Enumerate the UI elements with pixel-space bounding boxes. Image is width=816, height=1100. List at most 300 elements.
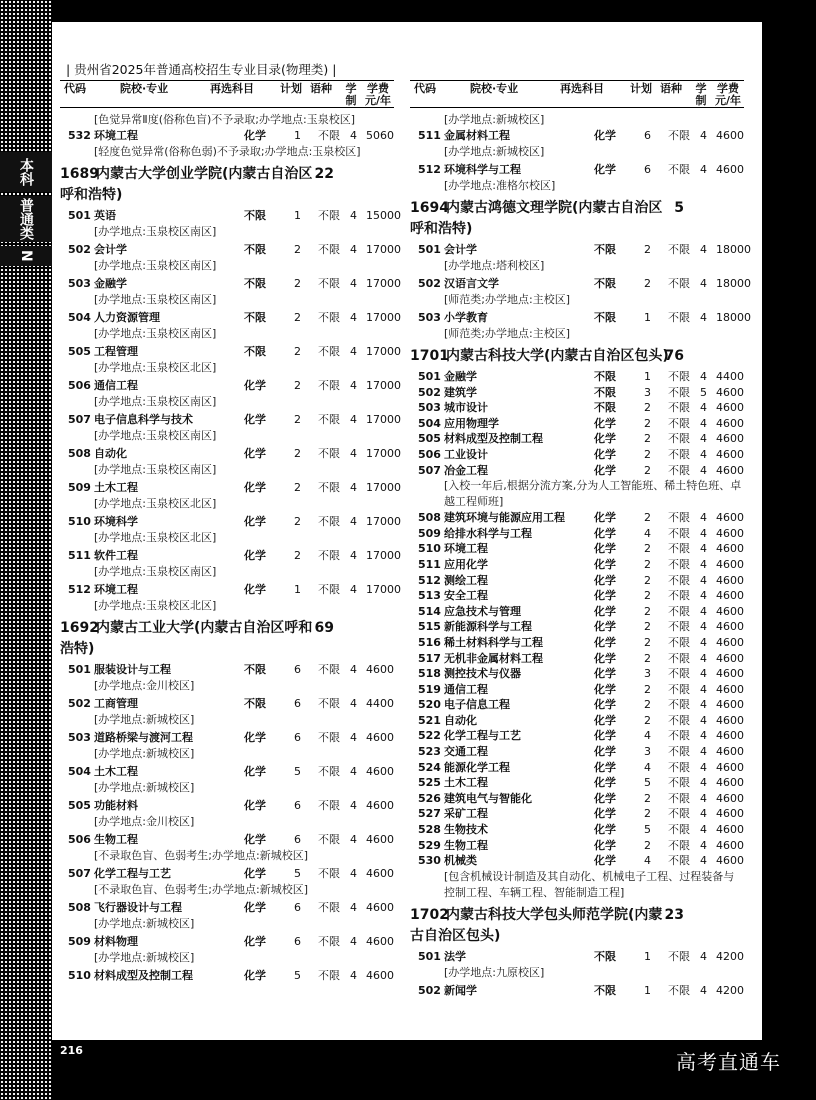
school-code: 1692 <box>60 620 99 636</box>
major-entry <box>410 588 744 604</box>
major-name: 环境科学 <box>94 515 138 528</box>
major-name: 建筑环境与能源应用工程 <box>444 511 565 525</box>
major-fee: 4600 <box>716 682 744 696</box>
major-code: 512 <box>418 163 441 176</box>
major-subject: 化学 <box>594 682 616 696</box>
major-years: 4 <box>700 526 707 540</box>
major-subject: 化学 <box>594 604 616 618</box>
major-years: 4 <box>350 799 357 812</box>
major-subject: 化学 <box>244 765 266 778</box>
major-code: 511 <box>68 549 91 562</box>
major-code: 502 <box>418 385 441 399</box>
major-name: 材料成型及控制工程 <box>94 969 193 982</box>
major-language: 不限 <box>668 776 690 790</box>
major-code: 514 <box>418 604 441 618</box>
major-language: 不限 <box>318 209 340 222</box>
major-entry <box>410 822 744 838</box>
table-row <box>410 619 744 635</box>
major-language: 不限 <box>668 129 690 142</box>
school-name: 内蒙古科技大学包头师范学院(内蒙古自治区包头) <box>410 906 663 944</box>
major-language: 不限 <box>668 729 690 743</box>
major-code: 519 <box>418 682 441 696</box>
major-fee: 4600 <box>716 447 744 461</box>
major-code: 511 <box>418 557 441 571</box>
major-fee: 4600 <box>716 463 744 477</box>
major-language: 不限 <box>668 447 690 461</box>
major-fee: 4600 <box>716 129 744 142</box>
table-row <box>60 548 401 564</box>
major-years: 4 <box>350 663 357 676</box>
major-plan: 6 <box>294 731 301 744</box>
major-subject: 化学 <box>244 549 266 562</box>
major-name: 测绘工程 <box>444 573 488 587</box>
major-subject: 化学 <box>594 698 616 712</box>
major-language: 不限 <box>668 682 690 696</box>
major-years: 4 <box>700 776 707 790</box>
major-note: [办学地点:新城校区] <box>94 713 195 726</box>
header-yrs: 学制 <box>695 82 707 107</box>
major-language: 不限 <box>668 838 690 852</box>
major-years: 4 <box>700 949 707 963</box>
major-fee: 4600 <box>716 760 744 774</box>
table-row <box>410 463 744 479</box>
major-language: 不限 <box>668 698 690 712</box>
major-entry <box>60 696 394 728</box>
major-language: 不限 <box>668 983 690 997</box>
major-name: 工商管理 <box>94 697 138 710</box>
major-plan: 5 <box>644 823 651 837</box>
major-plan: 2 <box>644 542 651 556</box>
major-name: 工程管理 <box>94 345 138 358</box>
major-fee: 4600 <box>716 511 744 525</box>
major-fee: 4600 <box>366 731 394 744</box>
major-entry <box>60 276 401 308</box>
major-years: 4 <box>350 447 357 460</box>
major-entry <box>410 853 744 901</box>
major-subject: 化学 <box>244 379 266 392</box>
major-years: 4 <box>700 823 707 837</box>
major-fee: 17000 <box>366 481 401 494</box>
major-code: 502 <box>68 697 91 710</box>
major-years: 4 <box>350 481 357 494</box>
major-subject: 不限 <box>594 311 616 324</box>
column-header <box>410 80 744 108</box>
major-subject: 化学 <box>594 432 616 446</box>
major-note: [办学地点:新城校区] <box>94 747 195 760</box>
major-entry <box>60 344 401 376</box>
school-name: 内蒙古科技大学(内蒙古自治区包头) <box>446 348 669 364</box>
major-code: 501 <box>418 370 441 383</box>
major-fee: 4600 <box>716 791 744 805</box>
major-years: 4 <box>700 983 707 997</box>
major-name: 通信工程 <box>94 379 138 392</box>
major-plan: 2 <box>644 243 651 256</box>
major-subject: 化学 <box>244 867 266 880</box>
table-row <box>410 666 744 682</box>
major-note: [办学地点:九原校区] <box>444 965 545 979</box>
major-code: 506 <box>418 447 441 461</box>
major-fee: 4600 <box>716 698 744 712</box>
major-language: 不限 <box>318 901 340 914</box>
continued-note: [色觉异常Ⅱ度(俗称色盲)不予录取;办学地点:玉泉校区] <box>94 113 355 126</box>
major-subject: 化学 <box>244 935 266 948</box>
header-yrs: 学制 <box>345 82 357 107</box>
major-years: 4 <box>700 311 707 324</box>
major-years: 4 <box>700 791 707 805</box>
table-row <box>410 604 744 620</box>
major-language: 不限 <box>318 515 340 528</box>
major-name: 自动化 <box>444 713 477 727</box>
major-language: 不限 <box>668 542 690 556</box>
major-subject: 不限 <box>594 401 616 415</box>
major-fee: 4600 <box>716 416 744 430</box>
major-plan: 2 <box>644 682 651 696</box>
major-fee: 17000 <box>366 515 401 528</box>
table-row <box>410 983 744 999</box>
major-years: 4 <box>350 129 357 142</box>
major-entry <box>60 548 401 580</box>
major-years: 4 <box>350 765 357 778</box>
major-name: 飞行器设计与工程 <box>94 901 182 914</box>
major-note: [办学地点:新城校区] <box>94 781 195 794</box>
major-fee: 4600 <box>716 526 744 540</box>
major-language: 不限 <box>318 447 340 460</box>
major-plan: 1 <box>644 983 651 997</box>
table-row <box>60 480 401 496</box>
major-fee: 4600 <box>716 401 744 415</box>
major-language: 不限 <box>668 385 690 399</box>
major-code: 507 <box>68 413 91 426</box>
major-years: 4 <box>700 760 707 774</box>
major-note: [办学地点:玉泉校区南区] <box>94 565 217 578</box>
major-note: [入校一年后,根据分流方案,分为人工智能班、稀土特色班、卓越工程师班] <box>444 479 742 509</box>
major-fee: 4600 <box>716 385 744 399</box>
major-subject: 化学 <box>594 463 616 477</box>
major-language: 不限 <box>318 379 340 392</box>
major-language: 不限 <box>318 311 340 324</box>
major-language: 不限 <box>318 663 340 676</box>
major-fee: 17000 <box>366 311 401 324</box>
school-heading <box>60 618 394 660</box>
table-row <box>410 682 744 698</box>
major-language: 不限 <box>668 311 690 324</box>
major-years: 4 <box>350 549 357 562</box>
school-name: 内蒙古工业大学(内蒙古自治区呼和浩特) <box>60 620 313 657</box>
major-plan: 4 <box>644 526 651 540</box>
major-subject: 化学 <box>594 823 616 837</box>
major-plan: 6 <box>294 799 301 812</box>
major-fee: 4600 <box>716 667 744 681</box>
major-name: 生物工程 <box>444 838 488 852</box>
major-entry <box>410 276 751 308</box>
table-row <box>410 557 744 573</box>
major-fee: 4600 <box>716 745 744 759</box>
major-plan: 2 <box>294 311 301 324</box>
major-plan: 2 <box>294 345 301 358</box>
major-language: 不限 <box>318 697 340 710</box>
school-code: 1701 <box>410 348 449 364</box>
side-tab-category: 普通类 <box>0 196 52 242</box>
major-fee: 4600 <box>716 838 744 852</box>
major-plan: 1 <box>644 949 651 963</box>
major-note: [办学地点:玉泉校区南区] <box>94 463 217 476</box>
major-years: 5 <box>700 385 707 399</box>
table-row <box>60 900 394 916</box>
major-entry <box>410 369 744 385</box>
major-subject: 不限 <box>244 345 266 358</box>
major-fee: 4600 <box>716 557 744 571</box>
major-code: 522 <box>418 729 441 743</box>
major-years: 4 <box>350 731 357 744</box>
major-entry <box>60 730 394 762</box>
major-plan: 2 <box>644 604 651 618</box>
major-name: 生物技术 <box>444 823 488 837</box>
major-entry <box>60 582 401 614</box>
major-name: 环境工程 <box>94 583 138 596</box>
major-subject: 不限 <box>244 243 266 256</box>
catalog-page <box>52 22 762 1040</box>
major-entry <box>410 697 744 713</box>
major-subject: 不限 <box>244 311 266 324</box>
major-name: 土木工程 <box>94 481 138 494</box>
major-entry <box>410 526 744 542</box>
major-note: [办学地点:玉泉校区南区] <box>94 225 217 238</box>
major-fee: 5060 <box>366 129 394 142</box>
major-plan: 2 <box>644 651 651 665</box>
header-subject: 再选科目 <box>210 82 254 95</box>
major-language: 不限 <box>318 969 340 982</box>
school-name: 内蒙古大学创业学院(内蒙古自治区呼和浩特) <box>60 166 313 203</box>
major-code: 513 <box>418 589 441 603</box>
major-name: 给排水科学与工程 <box>444 526 532 540</box>
major-name: 土木工程 <box>94 765 138 778</box>
major-code: 523 <box>418 745 441 759</box>
right-column <box>410 80 751 1001</box>
major-note: [包含机械设计制造及其自动化、机械电子工程、过程装备与控制工程、车辆工程、智能制造工程] <box>444 869 735 899</box>
major-code: 526 <box>418 791 441 805</box>
major-subject: 化学 <box>244 731 266 744</box>
school-total: 69 <box>314 620 334 636</box>
major-name: 测控技术与仪器 <box>444 667 521 681</box>
major-note: [不录取色盲、色弱考生;办学地点:新城校区] <box>94 883 308 896</box>
table-row <box>410 310 751 326</box>
major-fee: 4600 <box>716 589 744 603</box>
major-code: 503 <box>418 401 441 415</box>
major-note: [办学地点:新城校区] <box>444 145 545 158</box>
major-entry <box>410 416 744 432</box>
major-entry <box>410 242 751 274</box>
major-entry <box>410 557 744 573</box>
major-years: 4 <box>700 651 707 665</box>
major-years: 4 <box>700 401 707 415</box>
major-fee: 4600 <box>716 651 744 665</box>
major-plan: 6 <box>294 901 301 914</box>
major-entry <box>60 208 401 240</box>
major-language: 不限 <box>668 557 690 571</box>
major-name: 应用化学 <box>444 557 488 571</box>
side-tab-level: 本科 <box>0 152 52 192</box>
major-years: 4 <box>700 243 707 256</box>
major-name: 建筑电气与智能化 <box>444 791 532 805</box>
header-code: 代码 <box>414 82 436 95</box>
table-row <box>410 728 744 744</box>
major-entry <box>410 760 744 776</box>
major-entry <box>60 128 394 160</box>
table-row <box>410 447 744 463</box>
major-name: 环境工程 <box>444 542 488 556</box>
major-code: 507 <box>418 463 441 477</box>
side-tab-letter: N <box>0 246 52 266</box>
major-name: 生物工程 <box>94 833 138 846</box>
major-language: 不限 <box>318 129 340 142</box>
table-row <box>410 713 744 729</box>
major-language: 不限 <box>318 413 340 426</box>
major-subject: 化学 <box>594 776 616 790</box>
major-name: 金融学 <box>444 370 477 383</box>
major-years: 4 <box>700 807 707 821</box>
major-code: 518 <box>418 667 441 681</box>
major-entry <box>60 968 394 984</box>
major-name: 新能源科学与工程 <box>444 620 532 634</box>
major-plan: 1 <box>294 583 301 596</box>
major-fee: 17000 <box>366 413 401 426</box>
major-code: 520 <box>418 698 441 712</box>
table-row <box>410 806 744 822</box>
major-fee: 4600 <box>716 542 744 556</box>
major-fee: 4200 <box>716 983 744 997</box>
major-subject: 化学 <box>244 799 266 812</box>
major-subject: 化学 <box>244 833 266 846</box>
major-years: 4 <box>350 209 357 222</box>
major-plan: 1 <box>644 370 651 383</box>
major-entry <box>60 798 394 830</box>
major-fee: 4600 <box>366 969 394 982</box>
major-years: 4 <box>350 515 357 528</box>
major-subject: 不限 <box>244 697 266 710</box>
major-entry <box>410 541 744 557</box>
major-language: 不限 <box>668 526 690 540</box>
major-code: 510 <box>418 542 441 556</box>
major-subject: 不限 <box>594 385 616 399</box>
major-name: 人力资源管理 <box>94 311 160 324</box>
major-language: 不限 <box>668 589 690 603</box>
major-years: 4 <box>350 969 357 982</box>
major-plan: 5 <box>294 765 301 778</box>
major-plan: 2 <box>644 713 651 727</box>
major-years: 4 <box>700 682 707 696</box>
table-row <box>410 369 744 385</box>
major-note: [办学地点:玉泉校区南区] <box>94 293 217 306</box>
major-subject: 化学 <box>594 526 616 540</box>
major-code: 505 <box>68 799 91 812</box>
table-row <box>410 242 751 258</box>
page-title: 贵州省2025年普通高校招生专业目录(物理类) <box>74 62 329 77</box>
major-years: 4 <box>700 729 707 743</box>
major-note: [师范类;办学地点:主校区] <box>444 327 570 340</box>
table-row <box>60 696 394 712</box>
major-language: 不限 <box>668 432 690 446</box>
major-years: 4 <box>700 620 707 634</box>
major-name: 会计学 <box>94 243 127 256</box>
major-fee: 15000 <box>366 209 401 222</box>
major-fee: 17000 <box>366 549 401 562</box>
major-fee: 18000 <box>716 243 751 256</box>
major-language: 不限 <box>668 823 690 837</box>
major-name: 自动化 <box>94 447 127 460</box>
school-code: 1694 <box>410 200 449 216</box>
major-fee: 4600 <box>716 823 744 837</box>
watermark: 高考直通车 <box>676 1050 781 1074</box>
major-fee: 4600 <box>716 163 744 176</box>
major-plan: 2 <box>644 416 651 430</box>
major-years: 4 <box>700 542 707 556</box>
major-plan: 2 <box>644 277 651 290</box>
major-plan: 2 <box>294 447 301 460</box>
major-plan: 2 <box>644 573 651 587</box>
table-row <box>410 853 744 869</box>
school-heading <box>410 198 744 240</box>
table-row <box>410 276 751 292</box>
major-entry <box>60 832 394 864</box>
major-name: 稀土材料科学与工程 <box>444 635 543 649</box>
major-language: 不限 <box>668 370 690 383</box>
table-row <box>410 651 744 667</box>
column-header <box>60 80 394 108</box>
major-years: 4 <box>700 635 707 649</box>
table-row <box>60 968 394 984</box>
major-fee: 18000 <box>716 277 751 290</box>
major-entry <box>410 619 744 635</box>
major-name: 城市设计 <box>444 401 488 415</box>
major-entry <box>410 949 744 981</box>
major-entry <box>60 412 401 444</box>
major-name: 环境科学与工程 <box>444 163 521 176</box>
major-plan: 2 <box>294 277 301 290</box>
major-note: [师范类;办学地点:主校区] <box>444 293 570 306</box>
major-fee: 4600 <box>366 901 394 914</box>
major-name: 冶金工程 <box>444 463 488 477</box>
major-entry <box>410 635 744 651</box>
major-language: 不限 <box>668 463 690 477</box>
major-years: 4 <box>700 713 707 727</box>
major-code: 506 <box>68 833 91 846</box>
table-row <box>410 431 744 447</box>
major-subject: 化学 <box>244 583 266 596</box>
major-name: 采矿工程 <box>444 807 488 821</box>
continued-note: [办学地点:新城校区] <box>444 113 545 126</box>
major-fee: 4600 <box>366 663 394 676</box>
major-entry <box>410 744 744 760</box>
major-code: 512 <box>418 573 441 587</box>
major-plan: 4 <box>644 729 651 743</box>
major-language: 不限 <box>318 799 340 812</box>
major-years: 4 <box>350 833 357 846</box>
major-language: 不限 <box>318 935 340 948</box>
major-fee: 4600 <box>716 432 744 446</box>
major-code: 510 <box>68 969 91 982</box>
major-subject: 化学 <box>594 651 616 665</box>
major-code: 501 <box>418 949 441 963</box>
major-plan: 2 <box>644 838 651 852</box>
major-plan: 2 <box>294 413 301 426</box>
major-language: 不限 <box>318 549 340 562</box>
major-code: 521 <box>418 713 441 727</box>
major-code: 503 <box>68 731 91 744</box>
major-subject: 化学 <box>244 969 266 982</box>
header-fee: 学费元/年 <box>714 82 742 107</box>
school-name: 内蒙古鸿德文理学院(内蒙古自治区呼和浩特) <box>410 200 663 237</box>
major-name: 英语 <box>94 209 116 222</box>
